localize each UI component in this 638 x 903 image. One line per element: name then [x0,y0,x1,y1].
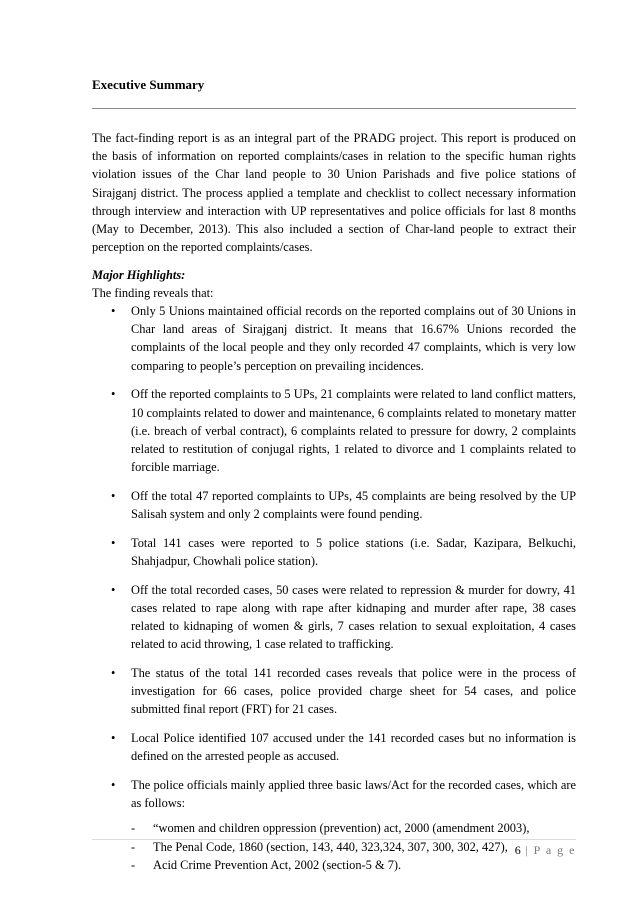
highlight-item [92,534,576,570]
laws-list [131,819,576,874]
law-item [131,856,576,874]
law-item [131,838,576,856]
highlight-text: The status of the total 141 recorded cases reveals that police were in the process of investigation for 66 cases, police provided charge sheet for 54 cases, and police submitted final report (FRT) for 21 cases. [131,665,576,717]
major-highlights-heading: Major Highlights: [92,268,186,282]
highlight-text: Off the total 47 reported complaints to UPs, 45 complaints are being resolved by the UP Salisah system and only 2 complaints were found pending. [131,488,576,522]
highlight-text: Total 141 cases were reported to 5 police stations (i.e. Sadar, Kazipara, Belkuchi, Shahjadpur, Chowhali police station). [131,535,576,568]
highlights-list [92,302,576,884]
highlight-item [92,581,576,654]
heading-divider [92,108,576,109]
bullet-icon: • [111,582,116,597]
highlight-item [92,385,576,476]
dash-icon: - [131,839,136,854]
law-item [131,819,576,837]
highlight-text: Only 5 Unions maintained official records on the reported complains out of 30 Unions in Char land areas of Sirajganj district. It means that 16.67% Unions recorded the complaints of the local people and they only recorded 47 complaints, which is very low comparing to people’s perception on prevailing incidences. [131,304,576,373]
highlight-text: Off the reported complaints to 5 UPs, 21 complaints were related to land conflict matters, 10 complaints related to dower and maintenance, 6 complaints related to monetary matter (i.e. breach of verbal contract), 6 complaints related to pressure for dowry, 2 complaints related to restitution of conjugal rights, 1 related to divorce and 1 complaints related to forcible marriage. [131,387,576,475]
section-heading: Executive Summary [92,77,205,92]
page-number: 6 [514,843,521,857]
bullet-icon: • [111,731,116,746]
bullet-icon: • [111,387,116,402]
highlight-text: Local Police identified 107 accused under the 141 recorded cases but no information is defined on the arrested people as accused. [131,731,576,764]
law-text: The Penal Code, 1860 (section, 143, 440, 323,324, 307, 300, 302, 427), [153,839,508,854]
highlight-item [92,302,576,375]
highlight-item [92,729,576,765]
highlight-text: Off the total recorded cases, 50 cases were related to repression & murder for dowry, 41 cases related to rape along with rape after kidnaping and murder after rape, 38 cases related to kidnaping of women & girls, 7 cases relation to sexual exploitation, 4 cases related to acid throwing, 1 case related to trafficking. [131,582,576,652]
highlight-item [92,487,576,523]
dash-icon: - [131,821,136,836]
dash-icon: - [131,857,136,872]
page-label: | P a g e [520,843,576,857]
finding-intro-text: The finding reveals that: [92,286,214,300]
highlight-item [92,664,576,719]
highlight-item [92,776,576,874]
bullet-icon: • [111,488,116,503]
intro-paragraph: The fact-finding report is as an integral part of the PRADG project. This report is produced on the basis of information on reported complaints/cases in relation to the specific human rights violation issues of the Char land people to 30 Union Parishads and five police stations of Sirajganj district. The process applied a template and checklist to collect necessary information through interview and interaction with UP representatives and police officials for last 8 months (May to December, 2013). This also included a section of Char-land people to extract their perception on the reported complaints/cases. [92,131,576,255]
law-text: “women and children oppression (prevention) act, 2000 (amendment 2003), [153,821,530,836]
law-text: Acid Crime Prevention Act, 2002 (section-5 & 7). [153,857,402,872]
bullet-icon: • [111,304,116,318]
page-footer [515,843,576,858]
footer-divider [92,839,576,840]
highlight-text: The police officials mainly applied three basic laws/Act for the recorded cases, which are as follows: [131,777,576,811]
bullet-icon: • [111,665,116,680]
bullet-icon: • [111,777,116,792]
bullet-icon: • [111,535,116,550]
